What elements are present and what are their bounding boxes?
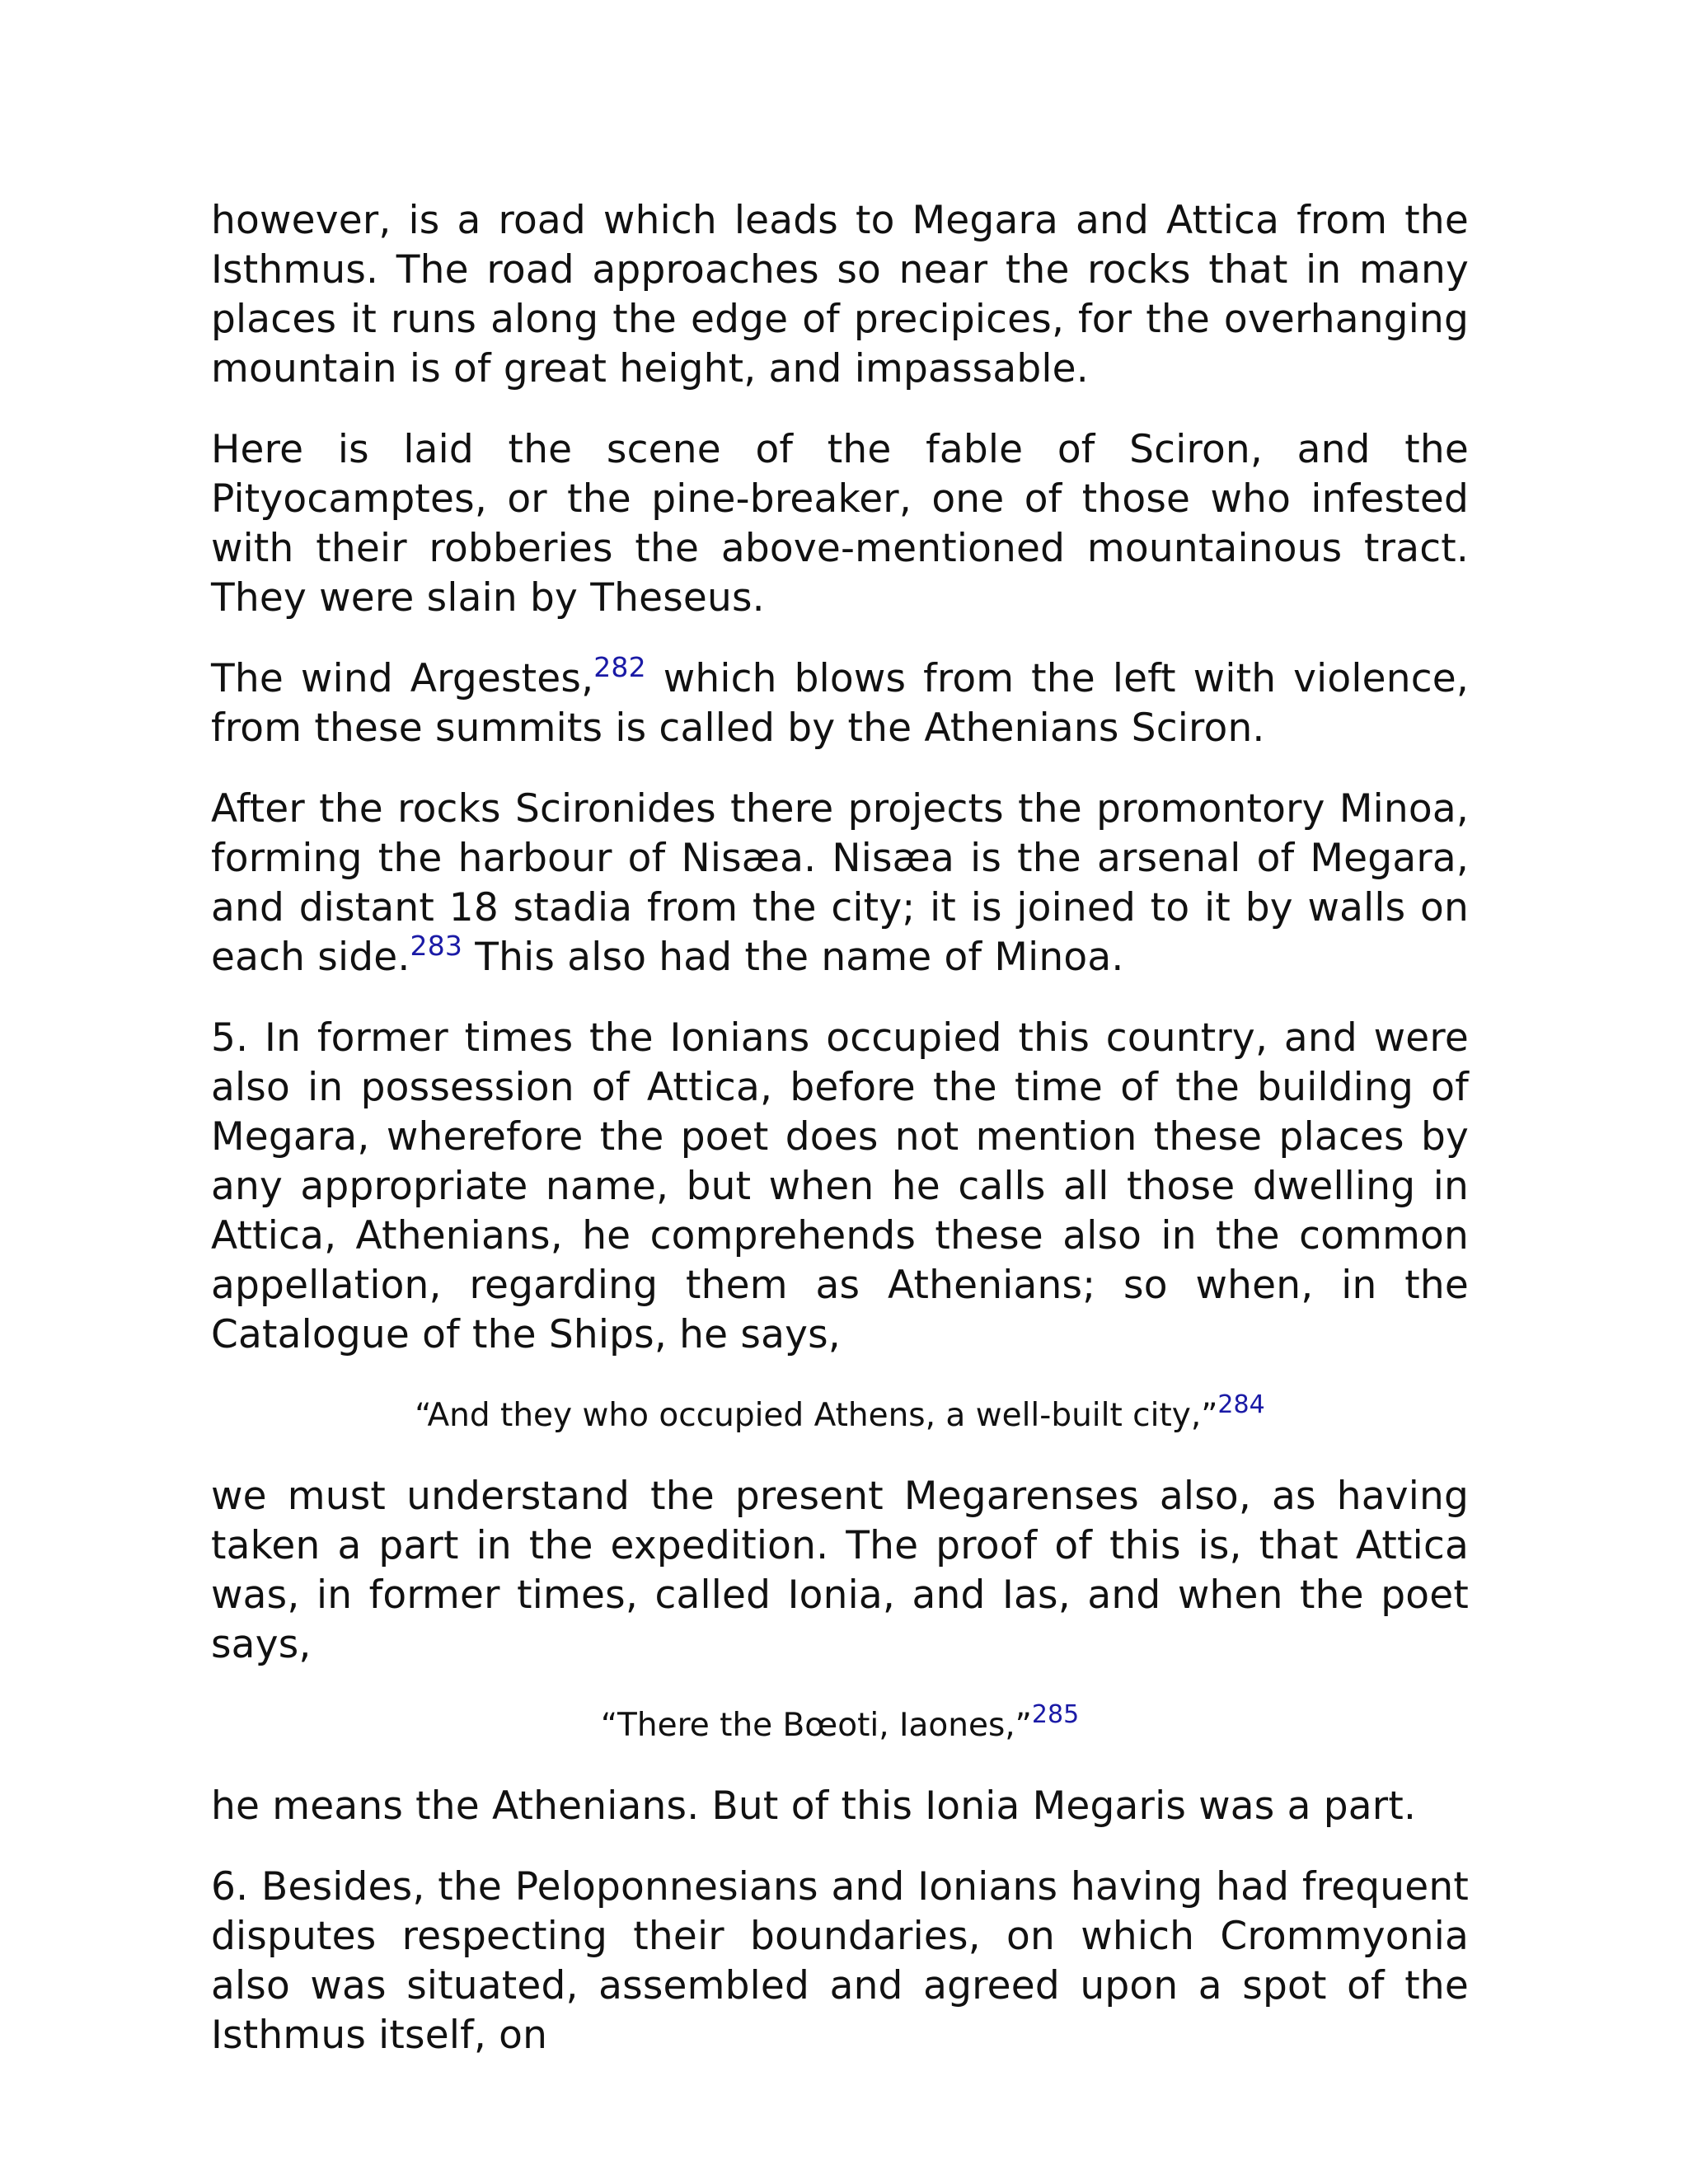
paragraph-text: he means the Athenians. But of this Ionia Megaris was a part.: [211, 1783, 1417, 1829]
paragraph-boundaries: [211, 1863, 1469, 2060]
paragraph-text: however, is a road which leads to Megara and Attica from the Isthmus. The road approaches so near the rocks that in many places it runs along the edge of precipices, for the overhanging mountain is of great height, and impassable.: [211, 198, 1469, 391]
paragraph-text: 6. Besides, the Peloponnesians and Ionians having had frequent disputes respecting their boundaries, on which Crommyonia also was situated, assembled and agreed upon a spot of the Isthmus itself, on: [211, 1864, 1469, 2058]
verse-quote-boeoti: [211, 1701, 1469, 1750]
paragraph-text: 5. In former times the Ionians occupied this country, and were also in possession of Attica, before the time of the building of Megara, wherefore the poet does not mention these places by any appropriate name, but when he calls all those dwelling in Attica, Athenians, he comprehends these also in the common appellation, regarding them as Athenians; so when, in the Catalogue of the Ships, he says,: [211, 1015, 1469, 1357]
footnote-link-282[interactable]: 282: [593, 651, 646, 683]
paragraph-text: The wind Argestes,: [211, 656, 594, 701]
footnote-link-283[interactable]: 283: [410, 930, 463, 962]
paragraph-road-to-megara: [211, 196, 1469, 394]
paragraph-sciron-fable: [211, 425, 1469, 623]
page-body: [211, 196, 1469, 2092]
footnote-link-285[interactable]: 285: [1031, 1700, 1080, 1729]
quote-text: “And they who occupied Athens, a well-built city,”: [415, 1397, 1218, 1434]
paragraph-ionians: [211, 1014, 1469, 1360]
verse-quote-athens: [211, 1391, 1469, 1441]
footnote-link-284[interactable]: 284: [1217, 1390, 1265, 1419]
paragraph-megarenses: [211, 1472, 1469, 1670]
paragraph-text: After the rocks Scironides there projects the promontory Minoa, forming the harbour of Nisæa. Nisæa is the arsenal of Megara, and distant 18 stadia from the city; it is joined to it by walls on each side.: [211, 786, 1469, 980]
quote-text: “There the Bœoti, Iaones,”: [600, 1707, 1032, 1744]
paragraph-text: Here is laid the scene of the fable of Sciron, and the Pityocamptes, or the pine-breaker, one of those who infested with their robberies the above-mentioned mountainous tract. They were slain by Theseus.: [211, 427, 1469, 621]
paragraph-wind-argestes: [211, 651, 1469, 753]
paragraph-text: which blows from the left with violence, from these summits is called by the Athenians Sciron.: [211, 656, 1469, 751]
paragraph-ionia-megaris: [211, 1782, 1469, 1831]
paragraph-minoa-nisaea: [211, 785, 1469, 982]
paragraph-text: This also had the name of Minoa.: [462, 935, 1124, 980]
paragraph-text: we must understand the present Megarenses also, as having taken a part in the expedition. The proof of this is, that Attica was, in former times, called Ionia, and Ias, and when the poet says,: [211, 1474, 1469, 1667]
